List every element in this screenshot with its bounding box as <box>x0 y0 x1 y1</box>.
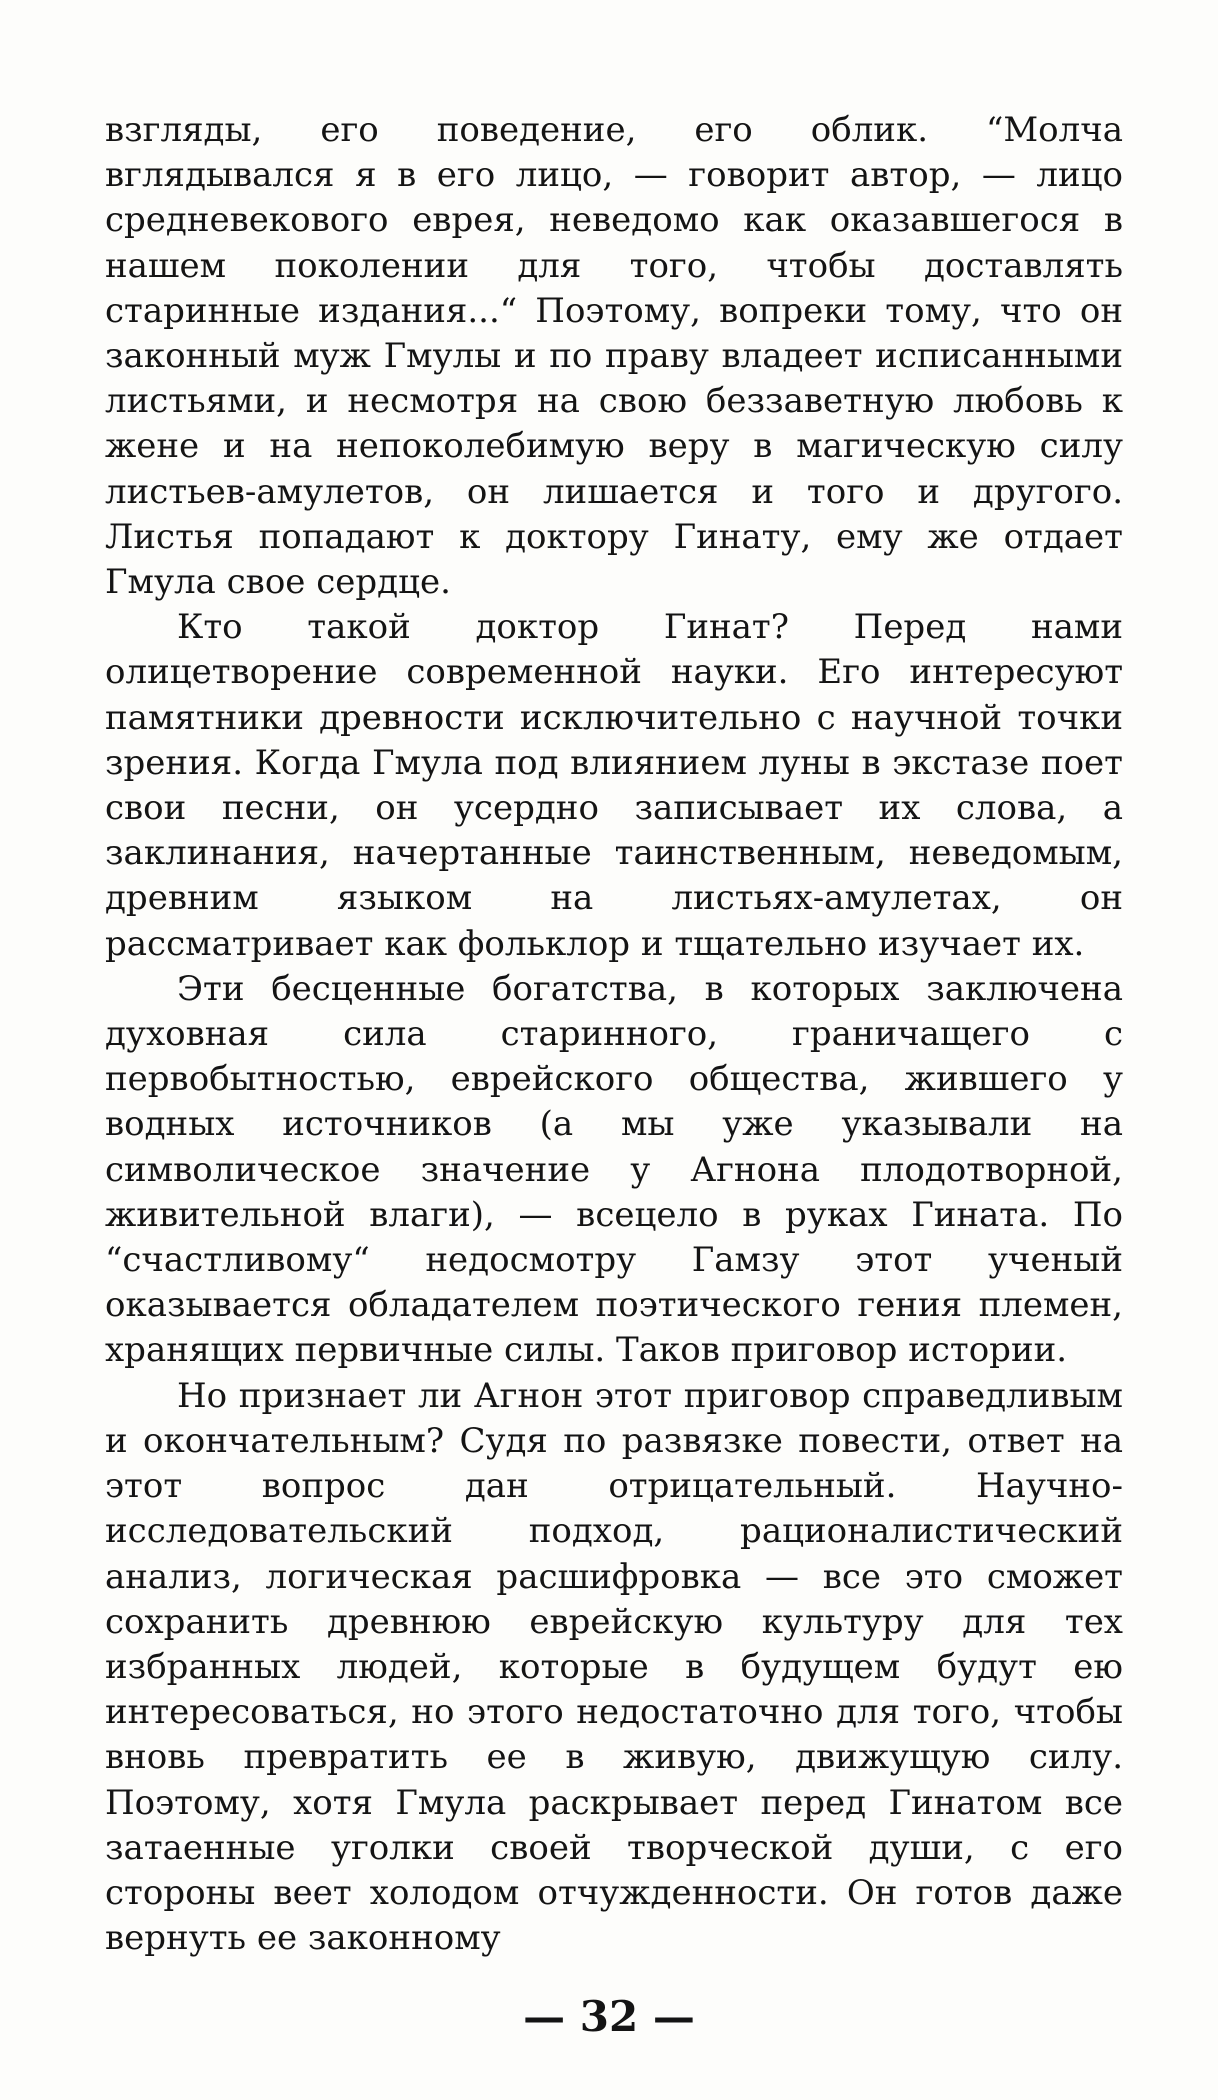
paragraph-3: Эти бесценные богатства, в которых заключена духовная сила старинного, граничащего с первобытностью, еврейского общества, жившего у водных источников (а мы уже указывали на символическое значение у Агнона плодотворной, живительной влаги), — всецело в руках Гината. По “счастливому“ недосмотру Гамзу этот ученый оказывается обладателем поэтического гения племен, хранящих первичные силы. Таков приговор истории. <box>105 968 1123 1371</box>
paragraph-4: Но признает ли Агнон этот приговор справедливым и окончательным? Судя по развязке повести, ответ на этот вопрос дан отрицательный. Научно-исследовательский подход, рационалистический анализ, логическая расшифровка — все это сможет сохранить древнюю еврейскую культуру для тех избранных людей, которые в будущем будут ею интересоваться, но этого недостаточно для того, чтобы вновь превратить ее в живую, движущую силу. Поэтому, хотя Гмула раскрывает перед Гинатом все затаенные уголки своей творческой души, с его стороны веет холодом отчужденности. Он готов даже вернуть ее законному <box>105 1375 1123 1959</box>
body-text <box>105 108 1123 1961</box>
paragraph-2: Кто такой доктор Гинат? Перед нами олицетворение современной науки. Его интересуют памятники древности исключительно с научной точки зрения. Когда Гмула под влиянием луны в экстазе поет свои песни, он усердно записывает их слова, а заклинания, начертанные таинственным, неведомым, древним языком на листьях-амулетах, он рассматривает как фольклор и тщательно изучает их. <box>105 607 1123 964</box>
page-number: — 32 — <box>523 1992 695 2041</box>
paragraph-1-continuation: взгляды, его поведение, его облик. “Молча вглядывался я в его лицо, — говорит автор, — лицо средневекового еврея, неведомо как оказавшегося в нашем поколении для того, чтобы доставлять старинные издания...“ Поэтому, вопреки тому, что он законный муж Гмулы и по праву владеет исписанными листьями, и несмотря на свою беззаветную любовь к жене и на непоколебимую веру в магическую силу листьев-амулетов, он лишается и того и другого. Листья попадают к доктору Гинату, ему же отдает Гмула свое сердце. <box>105 110 1123 603</box>
